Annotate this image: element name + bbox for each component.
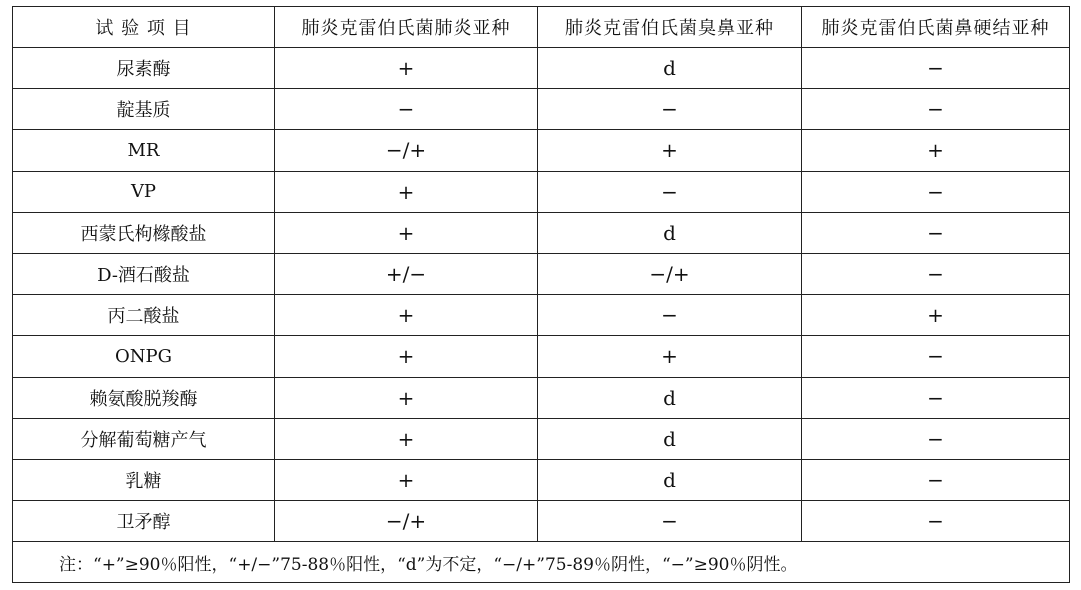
result-cell: − (538, 171, 802, 212)
test-item-cell: 尿素酶 (13, 48, 275, 89)
table-row (13, 212, 1070, 253)
result-cell: − (802, 418, 1070, 459)
test-item-cell: VP (13, 171, 275, 212)
table-row (13, 501, 1070, 542)
result-cell: − (538, 295, 802, 336)
test-item-cell: 卫矛醇 (13, 501, 275, 542)
result-cell: − (802, 89, 1070, 130)
result-cell: + (275, 212, 538, 253)
table-row (13, 336, 1070, 377)
table-row (13, 171, 1070, 212)
table-row (13, 295, 1070, 336)
header-subsp-ozaenae: 肺炎克雷伯氏菌臭鼻亚种 (538, 7, 802, 48)
header-row (13, 7, 1070, 48)
result-cell: + (802, 130, 1070, 171)
table-footer (13, 542, 1070, 583)
result-cell: − (275, 89, 538, 130)
table-row (13, 377, 1070, 418)
result-cell: − (802, 253, 1070, 294)
table-note: 注：“+”≥90％阳性，“+/−”75-88％阳性，“d”为不定，“−/+”75-89％阴性，“−”≥90％阴性。 (13, 542, 1070, 583)
test-item-cell: 分解葡萄糖产气 (13, 418, 275, 459)
result-cell: − (802, 171, 1070, 212)
result-cell: d (538, 212, 802, 253)
result-cell: − (802, 501, 1070, 542)
table-row (13, 253, 1070, 294)
result-cell: − (538, 89, 802, 130)
results-table (12, 6, 1070, 583)
result-cell: − (802, 48, 1070, 89)
result-cell: − (538, 501, 802, 542)
result-cell: − (802, 459, 1070, 500)
result-cell: + (275, 377, 538, 418)
result-cell: + (275, 171, 538, 212)
result-cell: + (275, 418, 538, 459)
result-cell: + (275, 336, 538, 377)
test-item-cell: 赖氨酸脱羧酶 (13, 377, 275, 418)
result-cell: − (802, 212, 1070, 253)
result-cell: − (802, 377, 1070, 418)
test-item-cell: MR (13, 130, 275, 171)
result-cell: + (275, 48, 538, 89)
result-cell: + (802, 295, 1070, 336)
result-cell: −/+ (538, 253, 802, 294)
table-row (13, 89, 1070, 130)
test-item-cell: D-酒石酸盐 (13, 253, 275, 294)
table-header (13, 7, 1070, 48)
table-row (13, 459, 1070, 500)
table-row (13, 418, 1070, 459)
table-body (13, 48, 1070, 542)
test-item-cell: 丙二酸盐 (13, 295, 275, 336)
result-cell: −/+ (275, 501, 538, 542)
test-item-cell: 西蒙氏枸橼酸盐 (13, 212, 275, 253)
result-cell: + (275, 295, 538, 336)
test-item-cell: 靛基质 (13, 89, 275, 130)
test-item-cell: ONPG (13, 336, 275, 377)
test-item-cell: 乳糖 (13, 459, 275, 500)
result-cell: − (802, 336, 1070, 377)
result-cell: d (538, 418, 802, 459)
result-cell: + (538, 336, 802, 377)
header-subsp-pneumoniae: 肺炎克雷伯氏菌肺炎亚种 (275, 7, 538, 48)
result-cell: +/− (275, 253, 538, 294)
note-row (13, 542, 1070, 583)
result-cell: d (538, 48, 802, 89)
header-subsp-rhinoscleromatis: 肺炎克雷伯氏菌鼻硬结亚种 (802, 7, 1070, 48)
result-cell: + (275, 459, 538, 500)
result-cell: d (538, 459, 802, 500)
result-cell: d (538, 377, 802, 418)
table-row (13, 48, 1070, 89)
header-test-item: 试 验 项 目 (13, 7, 275, 48)
result-cell: + (538, 130, 802, 171)
result-cell: −/+ (275, 130, 538, 171)
table-row (13, 130, 1070, 171)
